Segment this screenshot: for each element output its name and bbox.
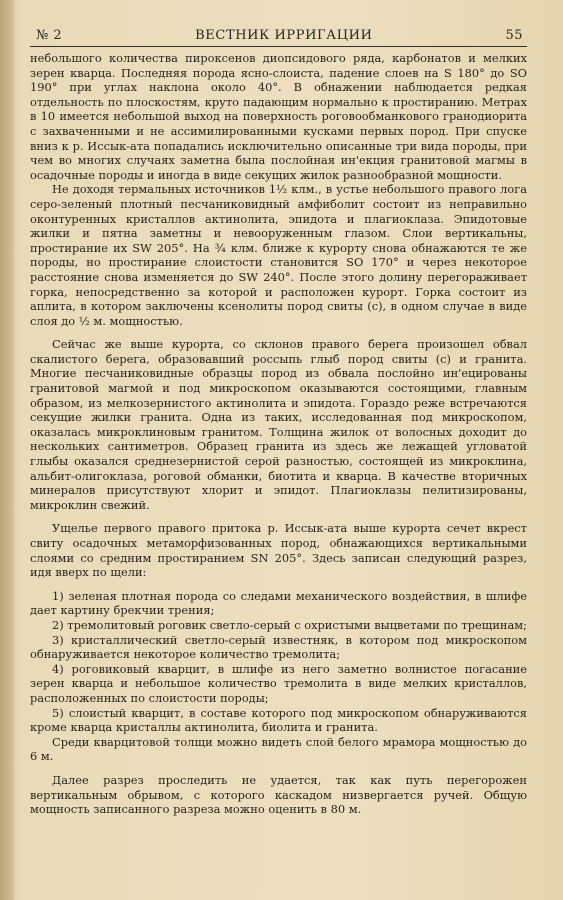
page-number: 55 [505,28,523,43]
list-item: 4) роговиковый кварцит, в шлифе из него заметно волнистое погасание зерен кварца и небольшое количество тремолита в виде мелких кристаллов, расположенных по слоистости породы; [30,661,527,705]
paragraph: Ущелье первого правого притока р. Иссык-ата выше курорта сечет вкрест свиту осадочных метаморфизованных пород, обнажающихся вертикальными слоями со средним простиранием SN 205°. Здесь записан следующий разрез, идя вверх по щели: [30,521,527,580]
journal-title: ВЕСТНИК ИРРИГАЦИИ [195,28,373,43]
paragraph: Сейчас же выше курорта, со склонов правого берега произошел обвал скалистого берега, образовавший россыпь глыб пород свиты (с) и гранита. Многие песчаниковидные образцы пород из обвала послойно ин'ецированы гранитовой магмой и под микроскопом оказываются состоящими, главным образом, из мелкозернистого актинолита и эпидота. Гораздо реже встречаются секущие жилки гранита. Одна из таких, исследованная под микроскопом, оказалась микроклиновым гранитом. Толщина жилок от волосных доходит до нескольких сантиметров. Образец гранита из здесь же лежащей угловатой глыбы оказался среднезернистой серой разностью, состоящей из микроклина, альбит-олигоклаза, роговой обманки, биотита и кварца. В качестве вторичных минералов присутствуют хлорит и эпидот. Плагиоклазы пелитизированы, микроклин свежий. [30,337,527,512]
paragraph: Далее разрез проследить не удается, так как путь перегорожен вертикальным обрывом, с которого каскадом низвергается ручей. Общую мощность записанного разреза можно оценить в 80 м. [30,772,527,817]
article-body [30,51,527,817]
paragraph: Не доходя термальных источников 1½ клм., в устье небольшого правого лога серо-зеленый плотный песчаниковидный амфиболит состоит из неправильно оконтуренных кристаллов актинолита, эпидота и плагиоклаза. Эпидотовые жилки и пятна заметны и невооруженным глазом. Слои вертикальны, простирание их SW 205°. На ¾ клм. ближе к курорту снова обнажаются те же породы, но простирание слоистости становится SO 170° и через некоторое расстояние снова изменяется до SW 240°. После этого долину перегораживает горка, непосредственно за которой и расположен курорт. Горка состоит из аплита, в котором заключены ксенолиты пород свиты (с), в одном случае в виде слоя до ½ м. мощностью. [30,182,527,328]
paragraph: небольшого количества пироксенов диопсидового ряда, карбонатов и мелких зерен кварца. Последняя порода ясно-слоиста, падение слоев на S 180° до SO 190° при углах наклона около 40°. В обнажении наблюдается редкая отдельность по плоскостям, круто падающим нормально к простиранию. Метрах в 10 имеется небольшой выход на поверхность роговообманкового гранодиорита с захваченными и не ассимилированными кусками первых пород. При спуске вниз к р. Иссык-ата попадались исключительно описанные три вида породы, при чем во многих случаях заметна была послойная ин'екция гранитовой магмы в осадочные породы и иногда в виде секущих жилок разнообразной мощности. [30,51,527,182]
list-item: 2) тремолитовый роговик светло-серый с охристыми выцветами по трещинам; [52,617,528,632]
running-header [30,28,527,47]
page-spine-shadow [0,0,14,900]
list-item: 5) слоистый кварцит, в составе которого под микроскопом обнаруживаются кроме кварца кристаллы актинолита, биолита и гранита. [30,705,527,735]
paragraph: Среди кварцитовой толщи можно видеть слой белого мрамора мощностью до 6 м. [30,734,527,764]
list-item: 3) кристаллический светло-серый известняк, в котором под микроскопом обнаруживается некоторое количество тремолита; [30,632,527,662]
list-item: 1) зеленая плотная порода со следами механического воздействия, в шлифе дает картину брекчии трения; [30,588,527,618]
issue-number: № 2 [36,28,63,43]
